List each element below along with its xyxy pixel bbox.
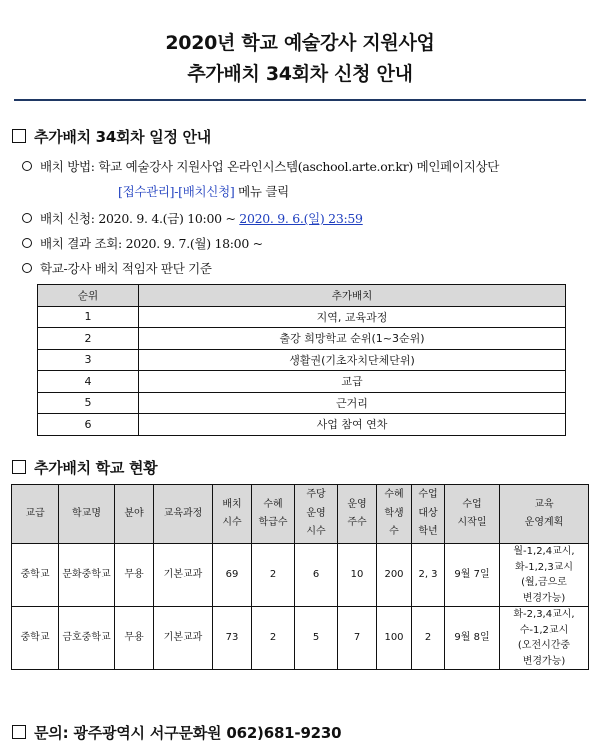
school-header-cell: 교육과정 [154,485,213,544]
school-cell: 중학교 [12,607,59,670]
school-cell: 무용 [115,544,154,607]
apply-deadline: 2020. 9. 6.(일) 23:59 [239,211,363,226]
header-rank: 순위 [38,285,139,307]
header-criteria: 추가배치 [139,285,566,307]
document-title [0,28,600,90]
table-header-row [38,285,566,307]
school-cell: 2, 3 [412,544,445,607]
section-schools-title: 추가배치 학교 현황 [34,459,158,477]
square-bullet-icon [12,725,26,739]
school-cell: 무용 [115,607,154,670]
section-schedule-title: 추가배치 34회차 일정 안내 [34,128,211,146]
table-row [38,371,566,393]
school-cell: 2 [252,544,295,607]
bullet-apply [22,209,363,227]
menu-path-tail: 메뉴 클릭 [234,184,289,199]
school-header-cell: 주당 운영 시수 [295,485,338,544]
table-header-row [12,485,589,544]
school-header-cell: 교육 운영계획 [500,485,589,544]
title-divider [14,99,586,101]
school-cell: 2 [412,607,445,670]
school-cell: 9월 7일 [445,544,500,607]
school-cell: 6 [295,544,338,607]
bullet-result-text: 배치 결과 조회: 2020. 9. 7.(월) 18:00 ~ [40,236,263,251]
criteria-cell: 교급 [139,371,566,393]
school-cell: 9월 8일 [445,607,500,670]
title-line-2: 추가배치 34회차 신청 안내 [187,63,413,85]
contact-info [12,722,341,743]
bullet-criteria-text: 학교-강사 배치 적임자 판단 기준 [40,261,212,276]
school-cell: 7 [338,607,377,670]
school-cell: 기본교과 [154,607,213,670]
rank-criteria-table [37,284,566,436]
school-cell: 69 [213,544,252,607]
school-cell: 중학교 [12,544,59,607]
school-cell: 73 [213,607,252,670]
bullet-method-text: 배치 방법: 학교 예술강사 지원사업 온라인시스템(aschool.arte.or.kr) 메인페이지상단 [40,159,500,174]
school-cell: 100 [377,607,412,670]
bullet-criteria [22,259,212,277]
rank-cell: 4 [38,371,139,393]
school-cell: 200 [377,544,412,607]
school-header-cell: 수업 시작일 [445,485,500,544]
criteria-cell: 사업 참여 연차 [139,414,566,436]
school-header-cell: 학교명 [59,485,115,544]
school-cell: 기본교과 [154,544,213,607]
bullet-method [22,157,499,175]
school-header-cell: 수혜 학생 수 [377,485,412,544]
table-row [38,306,566,328]
school-status-table [11,484,589,670]
school-header-cell: 운영 주수 [338,485,377,544]
table-row [38,328,566,350]
circle-bullet-icon [22,238,32,248]
school-cell: 5 [295,607,338,670]
menu-path-link[interactable]: [접수관리]-[배치신청] [118,184,235,199]
criteria-cell: 지역, 교육과정 [139,306,566,328]
square-bullet-icon [12,129,26,143]
criteria-cell: 출강 희망학교 순위(1~3순위) [139,328,566,350]
school-cell: 금호중학교 [59,607,115,670]
school-header-cell: 수혜 학급수 [252,485,295,544]
school-header-cell: 교급 [12,485,59,544]
bullet-method-continued [118,182,289,200]
rank-cell: 1 [38,306,139,328]
bullet-apply-text: 배치 신청: 2020. 9. 4.(금) 10:00 ~ [40,211,240,226]
title-line-1: 2020년 학교 예술강사 지원사업 [165,32,435,54]
table-row [38,392,566,414]
criteria-cell: 생활권(기초자치단체단위) [139,349,566,371]
contact-text: 문의: 광주광역시 서구문화원 062)681-9230 [34,724,342,742]
school-cell: 10 [338,544,377,607]
bullet-result [22,234,263,252]
school-cell: 2 [252,607,295,670]
section-schools-heading [12,457,157,478]
section-schedule-heading [12,126,211,147]
table-row [12,607,589,670]
rank-cell: 2 [38,328,139,350]
rank-cell: 3 [38,349,139,371]
school-header-cell: 분야 [115,485,154,544]
circle-bullet-icon [22,213,32,223]
table-row [38,414,566,436]
circle-bullet-icon [22,263,32,273]
school-header-cell: 수업 대상 학년 [412,485,445,544]
rank-cell: 5 [38,392,139,414]
square-bullet-icon [12,460,26,474]
table-row [12,544,589,607]
school-cell: 화-2,3,4교시, 수-1,2교시 (오전시간중 변경가능) [500,607,589,670]
circle-bullet-icon [22,161,32,171]
school-cell: 문화중학교 [59,544,115,607]
table-row [38,349,566,371]
school-header-cell: 배치 시수 [213,485,252,544]
criteria-cell: 근거리 [139,392,566,414]
rank-cell: 6 [38,414,139,436]
school-cell: 월-1,2,4교시, 화-1,2,3교시 (월,금으로 변경가능) [500,544,589,607]
